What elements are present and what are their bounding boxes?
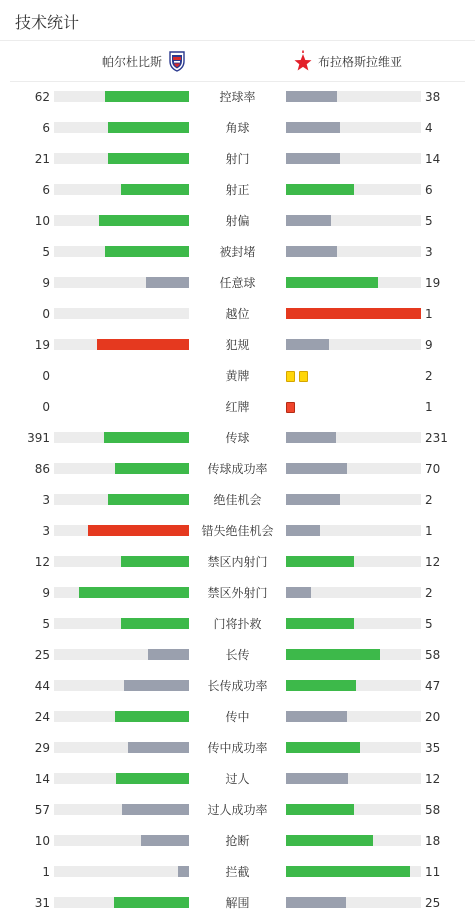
stat-label: 传球 bbox=[225, 431, 250, 445]
home-bar-track bbox=[54, 339, 189, 350]
stat-label: 传中 bbox=[225, 710, 250, 724]
home-value: 14 bbox=[34, 772, 50, 786]
home-bar-fill bbox=[178, 866, 189, 877]
away-bar-track bbox=[286, 246, 421, 257]
away-value: 11 bbox=[425, 865, 441, 879]
stat-row bbox=[0, 90, 475, 104]
away-value: 1 bbox=[425, 400, 433, 414]
stat-row bbox=[0, 214, 475, 228]
away-bar-fill bbox=[286, 153, 340, 164]
home-bar-track bbox=[54, 277, 189, 288]
away-value: 3 bbox=[425, 245, 433, 259]
stat-row bbox=[0, 183, 475, 197]
stat-row bbox=[0, 152, 475, 166]
stat-row bbox=[0, 834, 475, 848]
home-bar-track bbox=[54, 246, 189, 257]
home-bar-track bbox=[54, 680, 189, 691]
home-value: 3 bbox=[42, 493, 50, 507]
home-bar-fill bbox=[114, 897, 189, 908]
away-bar-track bbox=[286, 184, 421, 195]
home-bar-track bbox=[54, 618, 189, 629]
stat-label: 射门 bbox=[225, 152, 250, 166]
away-bar-track bbox=[286, 463, 421, 474]
home-bar-fill bbox=[122, 804, 189, 815]
home-value: 86 bbox=[34, 462, 50, 476]
home-value: 10 bbox=[34, 834, 50, 848]
stat-label: 拦截 bbox=[225, 865, 250, 879]
stat-label: 过人成功率 bbox=[207, 803, 268, 817]
stat-label: 错失绝佳机会 bbox=[201, 524, 274, 538]
home-bar-track bbox=[54, 153, 189, 164]
away-bar-fill bbox=[286, 184, 354, 195]
stat-row bbox=[0, 617, 475, 631]
stat-label: 门将扑救 bbox=[213, 617, 262, 631]
home-value: 31 bbox=[34, 896, 50, 910]
home-value: 57 bbox=[34, 803, 50, 817]
away-value: 58 bbox=[425, 803, 441, 817]
away-value: 18 bbox=[425, 834, 441, 848]
away-bar-fill bbox=[286, 463, 347, 474]
home-bar-fill bbox=[108, 494, 189, 505]
away-value: 12 bbox=[425, 555, 441, 569]
home-value: 0 bbox=[42, 400, 50, 414]
home-bar-fill bbox=[105, 91, 189, 102]
stat-row bbox=[0, 369, 475, 383]
stat-row bbox=[0, 648, 475, 662]
home-bar-fill bbox=[124, 680, 189, 691]
home-bar-fill bbox=[97, 339, 189, 350]
away-team[interactable] bbox=[292, 50, 402, 72]
away-value: 2 bbox=[425, 586, 433, 600]
away-value: 2 bbox=[425, 493, 433, 507]
home-bar-track bbox=[54, 494, 189, 505]
away-value: 231 bbox=[425, 431, 448, 445]
stat-label: 射偏 bbox=[225, 214, 250, 228]
stat-row bbox=[0, 400, 475, 414]
home-value: 10 bbox=[34, 214, 50, 228]
away-bar-fill bbox=[286, 432, 336, 443]
away-bar-track bbox=[286, 587, 421, 598]
stat-label: 黄牌 bbox=[225, 369, 250, 383]
away-value: 70 bbox=[425, 462, 441, 476]
home-bar-fill bbox=[121, 556, 189, 567]
page-title: 技术统计 bbox=[15, 13, 80, 32]
away-bar-track bbox=[286, 711, 421, 722]
away-bar-track bbox=[286, 835, 421, 846]
stat-label: 抢断 bbox=[225, 834, 250, 848]
stat-label: 绝佳机会 bbox=[213, 493, 262, 507]
home-value: 0 bbox=[42, 307, 50, 321]
home-bar-track bbox=[54, 773, 189, 784]
home-bar-track bbox=[54, 897, 189, 908]
stat-row bbox=[0, 493, 475, 507]
away-bar-fill bbox=[286, 804, 354, 815]
away-bar-track bbox=[286, 308, 421, 319]
away-value: 58 bbox=[425, 648, 441, 662]
home-value: 9 bbox=[42, 586, 50, 600]
stat-row bbox=[0, 524, 475, 538]
away-bar-track bbox=[286, 432, 421, 443]
home-bar-track bbox=[54, 463, 189, 474]
away-value: 1 bbox=[425, 524, 433, 538]
stat-row bbox=[0, 121, 475, 135]
home-bar-fill bbox=[79, 587, 189, 598]
away-bar-track bbox=[286, 866, 421, 877]
stat-row bbox=[0, 586, 475, 600]
away-value: 35 bbox=[425, 741, 441, 755]
home-bar-track bbox=[54, 711, 189, 722]
stat-label: 过人 bbox=[225, 772, 250, 786]
stat-row bbox=[0, 555, 475, 569]
home-value: 0 bbox=[42, 369, 50, 383]
away-bar-track bbox=[286, 277, 421, 288]
away-bar-fill bbox=[286, 866, 410, 877]
away-value: 20 bbox=[425, 710, 441, 724]
home-bar-fill bbox=[121, 184, 189, 195]
away-team-name: 布拉格斯拉维亚 bbox=[318, 54, 403, 69]
stat-label: 禁区外射门 bbox=[207, 586, 268, 600]
home-bar-track bbox=[54, 215, 189, 226]
home-bar-fill bbox=[115, 463, 189, 474]
stat-row bbox=[0, 431, 475, 445]
yellow-card-icon bbox=[286, 371, 295, 382]
stat-label: 越位 bbox=[225, 307, 250, 321]
home-value: 12 bbox=[34, 555, 50, 569]
home-bar-fill bbox=[121, 618, 189, 629]
stat-row bbox=[0, 307, 475, 321]
home-bar-track bbox=[54, 866, 189, 877]
away-bar-fill bbox=[286, 122, 340, 133]
away-bar-track bbox=[286, 680, 421, 691]
away-bar-fill bbox=[286, 91, 337, 102]
stat-label: 角球 bbox=[225, 121, 250, 135]
home-value: 3 bbox=[42, 524, 50, 538]
home-bar-fill bbox=[88, 525, 189, 536]
away-bar-fill bbox=[286, 711, 347, 722]
stat-label: 解围 bbox=[225, 896, 250, 910]
away-bar-fill bbox=[286, 556, 354, 567]
teams-divider bbox=[10, 81, 465, 82]
home-bar-fill bbox=[108, 122, 189, 133]
stat-label: 射正 bbox=[225, 183, 250, 197]
home-bar-fill bbox=[146, 277, 189, 288]
home-value: 19 bbox=[34, 338, 50, 352]
home-bar-track bbox=[54, 556, 189, 567]
home-team-name: 帕尔杜比斯 bbox=[102, 54, 163, 69]
home-bar-track bbox=[54, 649, 189, 660]
red-card-icon bbox=[286, 402, 295, 413]
away-bar-track bbox=[286, 494, 421, 505]
home-value: 29 bbox=[34, 741, 50, 755]
home-value: 44 bbox=[34, 679, 50, 693]
home-bar-fill bbox=[128, 742, 189, 753]
away-value: 6 bbox=[425, 183, 433, 197]
away-value: 5 bbox=[425, 617, 433, 631]
home-value: 391 bbox=[27, 431, 50, 445]
away-bar-track bbox=[286, 556, 421, 567]
slavia-star-icon bbox=[292, 50, 314, 72]
stat-label: 长传 bbox=[225, 648, 250, 662]
stat-label: 禁区内射门 bbox=[207, 555, 268, 569]
stat-label: 控球率 bbox=[219, 90, 256, 104]
home-bar-track bbox=[54, 122, 189, 133]
home-value: 5 bbox=[42, 617, 50, 631]
home-bar-track bbox=[54, 742, 189, 753]
away-value: 14 bbox=[425, 152, 441, 166]
away-bar-track bbox=[286, 804, 421, 815]
away-value: 4 bbox=[425, 121, 433, 135]
stat-row bbox=[0, 245, 475, 259]
away-bar-fill bbox=[286, 742, 360, 753]
away-bar-fill bbox=[286, 587, 311, 598]
home-bar-track bbox=[54, 91, 189, 102]
away-value: 2 bbox=[425, 369, 433, 383]
away-bar-track bbox=[286, 122, 421, 133]
away-value: 19 bbox=[425, 276, 441, 290]
home-value: 21 bbox=[34, 152, 50, 166]
stat-row bbox=[0, 896, 475, 910]
away-value: 47 bbox=[425, 679, 441, 693]
away-bar-track bbox=[286, 525, 421, 536]
home-value: 9 bbox=[42, 276, 50, 290]
home-bar-track bbox=[54, 835, 189, 846]
home-bar-track bbox=[54, 184, 189, 195]
header-divider bbox=[0, 40, 475, 41]
home-value: 1 bbox=[42, 865, 50, 879]
home-value: 62 bbox=[34, 90, 50, 104]
stat-label: 长传成功率 bbox=[207, 679, 268, 693]
away-bar-track bbox=[286, 215, 421, 226]
away-bar-fill bbox=[286, 494, 340, 505]
home-bar-track bbox=[54, 804, 189, 815]
away-value: 9 bbox=[425, 338, 433, 352]
home-bar-track bbox=[54, 525, 189, 536]
stat-row bbox=[0, 865, 475, 879]
stat-row bbox=[0, 710, 475, 724]
away-bar-track bbox=[286, 742, 421, 753]
stat-row bbox=[0, 338, 475, 352]
stat-row bbox=[0, 772, 475, 786]
home-bar-track bbox=[54, 308, 189, 319]
stat-label: 任意球 bbox=[219, 276, 256, 290]
away-bar-track bbox=[286, 649, 421, 660]
home-bar-fill bbox=[115, 711, 189, 722]
away-value: 1 bbox=[425, 307, 433, 321]
red-cards bbox=[286, 400, 299, 414]
home-bar-fill bbox=[105, 246, 189, 257]
away-bar-track bbox=[286, 153, 421, 164]
stat-row bbox=[0, 276, 475, 290]
home-bar-fill bbox=[141, 835, 189, 846]
away-bar-fill bbox=[286, 277, 378, 288]
away-bar-fill bbox=[286, 897, 346, 908]
away-bar-fill bbox=[286, 773, 348, 784]
home-team[interactable] bbox=[102, 50, 188, 72]
away-bar-track bbox=[286, 618, 421, 629]
pardubice-crest-icon bbox=[166, 50, 188, 72]
stat-label: 传中成功率 bbox=[207, 741, 268, 755]
away-bar-fill bbox=[286, 308, 421, 319]
home-value: 5 bbox=[42, 245, 50, 259]
away-bar-fill bbox=[286, 835, 373, 846]
stat-label: 传球成功率 bbox=[207, 462, 268, 476]
away-bar-fill bbox=[286, 618, 354, 629]
home-bar-fill bbox=[104, 432, 189, 443]
away-bar-track bbox=[286, 339, 421, 350]
home-value: 24 bbox=[34, 710, 50, 724]
home-bar-fill bbox=[99, 215, 189, 226]
away-bar-track bbox=[286, 773, 421, 784]
home-bar-fill bbox=[148, 649, 189, 660]
stat-row bbox=[0, 741, 475, 755]
away-bar-fill bbox=[286, 246, 337, 257]
away-bar-fill bbox=[286, 680, 356, 691]
stat-label: 被封堵 bbox=[219, 245, 256, 259]
stat-label: 红牌 bbox=[225, 400, 250, 414]
away-bar-track bbox=[286, 91, 421, 102]
away-value: 12 bbox=[425, 772, 441, 786]
away-bar-fill bbox=[286, 215, 331, 226]
home-value: 6 bbox=[42, 183, 50, 197]
away-bar-fill bbox=[286, 339, 329, 350]
yellow-cards bbox=[286, 369, 312, 383]
away-bar-fill bbox=[286, 649, 380, 660]
home-value: 6 bbox=[42, 121, 50, 135]
stat-row bbox=[0, 462, 475, 476]
home-bar-track bbox=[54, 432, 189, 443]
stat-row bbox=[0, 803, 475, 817]
stat-row bbox=[0, 679, 475, 693]
home-bar-track bbox=[54, 587, 189, 598]
home-bar-fill bbox=[116, 773, 189, 784]
away-bar-fill bbox=[286, 525, 320, 536]
away-value: 38 bbox=[425, 90, 441, 104]
home-value: 25 bbox=[34, 648, 50, 662]
home-bar-fill bbox=[108, 153, 189, 164]
away-value: 5 bbox=[425, 214, 433, 228]
yellow-card-icon bbox=[299, 371, 308, 382]
stat-label: 犯规 bbox=[225, 338, 250, 352]
away-bar-track bbox=[286, 897, 421, 908]
away-value: 25 bbox=[425, 896, 441, 910]
